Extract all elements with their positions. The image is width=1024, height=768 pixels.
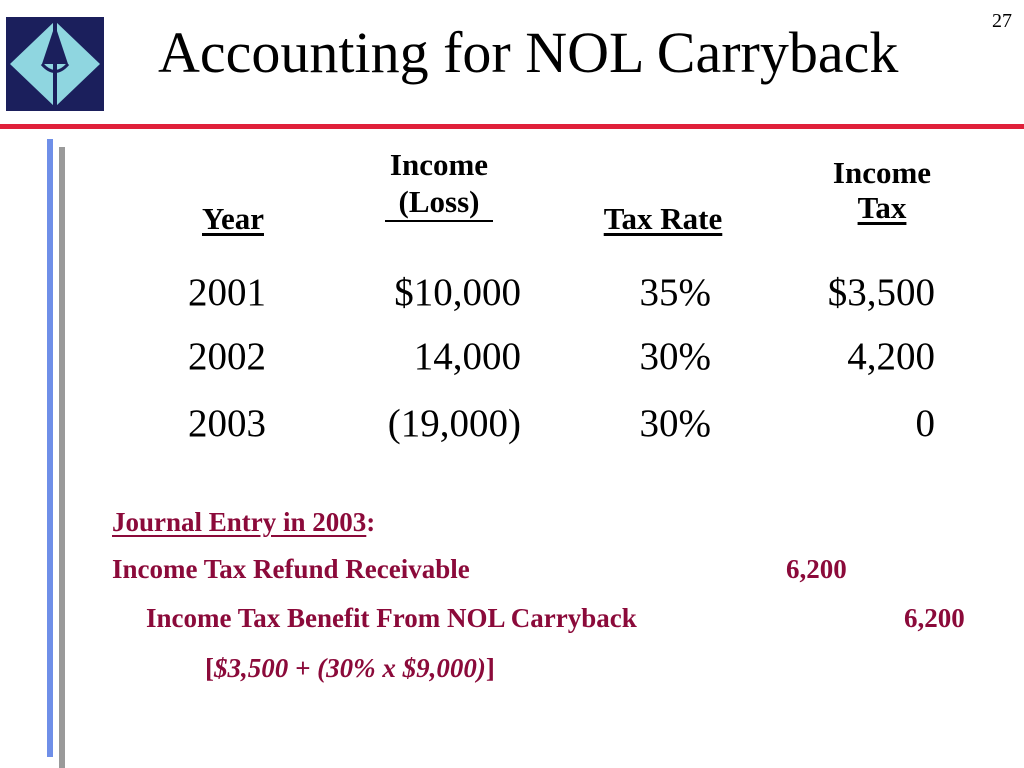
header-tax-rate: Tax Rate <box>603 201 723 236</box>
page-number: 27 <box>992 10 1012 32</box>
journal-credit-amount: 6,200 <box>904 603 965 633</box>
table-cell-year: 2002 <box>188 335 266 378</box>
journal-debit-account: Income Tax Refund Receivable <box>112 554 470 584</box>
journal-debit-amount: 6,200 <box>786 554 847 584</box>
table-cell-rate: 30% <box>639 402 711 445</box>
table-cell-tax: 4,200 <box>847 335 935 378</box>
header-income-tax: Income Tax <box>832 155 932 225</box>
page-title: Accounting for NOL Carryback <box>158 20 899 85</box>
journal-credit-account: Income Tax Benefit From NOL Carryback <box>146 603 637 633</box>
table-cell-tax: 0 <box>915 402 935 445</box>
header-year: Year <box>202 201 264 236</box>
journal-entry-title: Journal Entry in 2003: <box>112 507 376 537</box>
left-accent-bar-blue <box>47 139 53 757</box>
left-accent-bar-gray <box>59 147 65 768</box>
table-cell-income: 14,000 <box>413 335 521 378</box>
table-cell-year: 2003 <box>188 402 266 445</box>
table-cell-income: $10,000 <box>394 271 521 314</box>
header-income-loss: Income (Loss) <box>360 148 518 222</box>
table-cell-year: 2001 <box>188 271 266 314</box>
diamond-logo-icon <box>6 17 104 111</box>
table-cell-tax: $3,500 <box>827 271 935 314</box>
title-divider <box>0 124 1024 129</box>
table-cell-income: (19,000) <box>387 402 521 445</box>
journal-calculation-note: [$3,500 + (30% x $9,000)] <box>205 653 495 683</box>
table-cell-rate: 35% <box>639 271 711 314</box>
table-cell-rate: 30% <box>639 335 711 378</box>
